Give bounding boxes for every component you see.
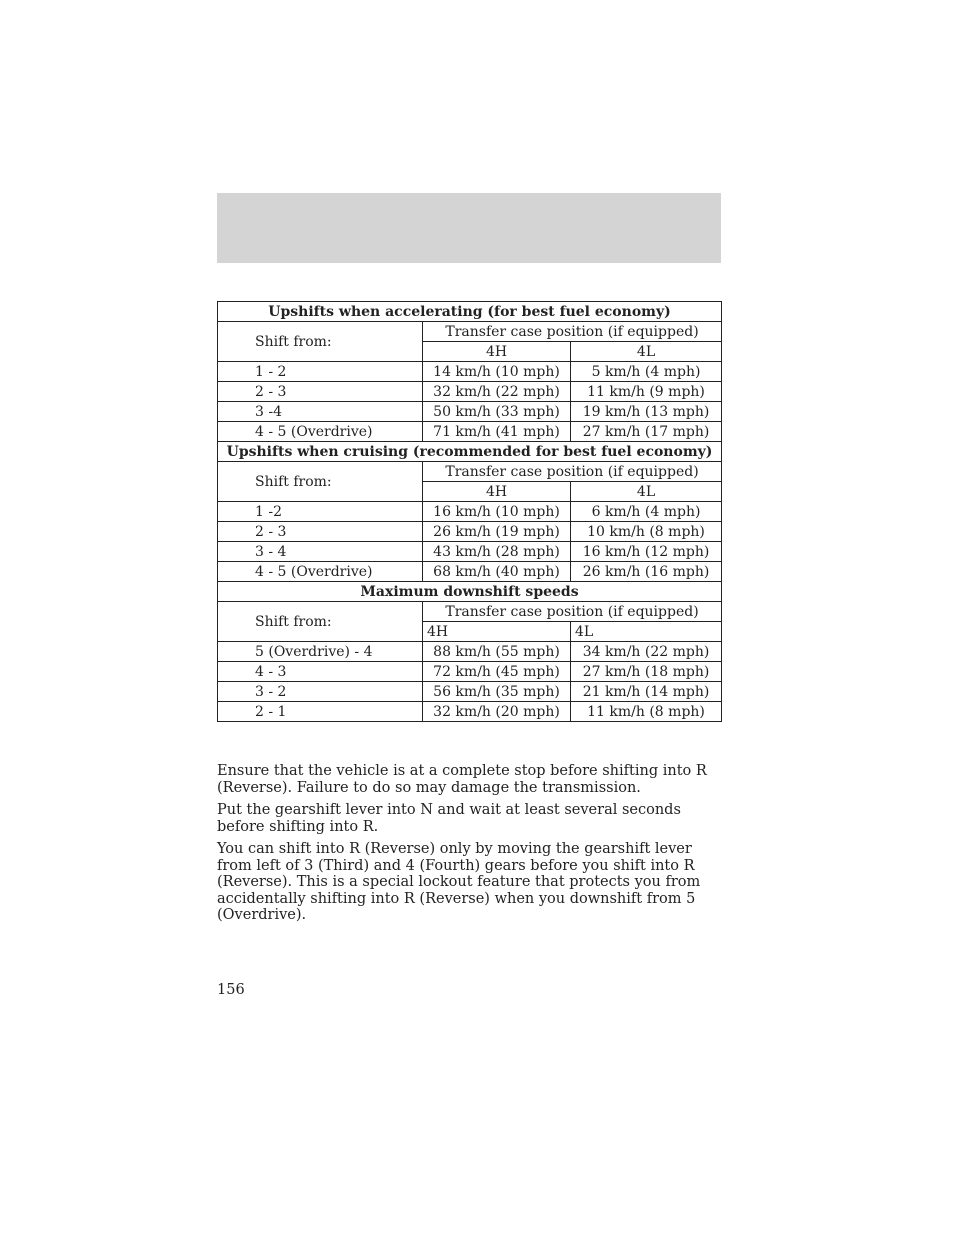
gear-cell: 2 - 1 xyxy=(218,702,423,722)
speed-4h-cell: 32 km/h (20 mph) xyxy=(423,702,571,722)
table-row xyxy=(218,402,722,422)
speed-4l-cell: 34 km/h (22 mph) xyxy=(571,642,722,662)
paragraph-lockout-feature: You can shift into R (Reverse) only by moving the gearshift lever from left of 3 (Third) and 4 (Fourth) gears before you shift into R (Reverse). This is a special lockout feature that protects you from accidentally shifting into R (Reverse) when you downshift from 5 (Overdrive). xyxy=(217,841,701,923)
shift-from-label: Shift from: xyxy=(218,462,423,502)
table-row xyxy=(218,562,722,582)
shift-speed-table xyxy=(217,301,722,722)
header-band xyxy=(217,193,721,263)
speed-4l-cell: 10 km/h (8 mph) xyxy=(571,522,722,542)
paragraph-reverse-stop: Ensure that the vehicle is at a complete stop before shifting into R (Reverse). Failure to do so may damage the transmission. xyxy=(217,763,707,796)
section-title: Maximum downshift speeds xyxy=(218,582,722,602)
speed-4l-cell: 11 km/h (9 mph) xyxy=(571,382,722,402)
gear-cell: 3 - 2 xyxy=(218,682,423,702)
speed-4h-cell: 32 km/h (22 mph) xyxy=(423,382,571,402)
speed-4h-cell: 88 km/h (55 mph) xyxy=(423,642,571,662)
gear-cell: 5 (Overdrive) - 4 xyxy=(218,642,423,662)
gear-cell: 4 - 5 (Overdrive) xyxy=(218,422,423,442)
shift-from-label: Shift from: xyxy=(218,602,423,642)
transfer-case-label: Transfer case position (if equipped) xyxy=(423,322,722,342)
speed-4h-cell: 16 km/h (10 mph) xyxy=(423,502,571,522)
speed-4l-cell: 6 km/h (4 mph) xyxy=(571,502,722,522)
table-row xyxy=(218,382,722,402)
transfer-case-label: Transfer case position (if equipped) xyxy=(423,602,722,622)
col-4h-header: 4H xyxy=(423,482,571,502)
table-row xyxy=(218,422,722,442)
col-4l-header: 4L xyxy=(571,342,722,362)
gear-cell: 4 - 3 xyxy=(218,662,423,682)
section-title-row xyxy=(218,302,722,322)
speed-4l-cell: 11 km/h (8 mph) xyxy=(571,702,722,722)
table-row xyxy=(218,542,722,562)
paragraph-neutral-wait: Put the gearshift lever into N and wait at least several seconds before shifting into R. xyxy=(217,802,681,835)
section-title-row xyxy=(218,442,722,462)
speed-4l-cell: 19 km/h (13 mph) xyxy=(571,402,722,422)
gear-cell: 2 - 3 xyxy=(218,522,423,542)
speed-4l-cell: 26 km/h (16 mph) xyxy=(571,562,722,582)
speed-4l-cell: 16 km/h (12 mph) xyxy=(571,542,722,562)
shift-from-label: Shift from: xyxy=(218,322,423,362)
col-4h-header: 4H xyxy=(423,342,571,362)
table-row xyxy=(218,682,722,702)
gear-cell: 1 - 2 xyxy=(218,362,423,382)
speed-4h-cell: 50 km/h (33 mph) xyxy=(423,402,571,422)
table-row xyxy=(218,502,722,522)
speed-4l-cell: 27 km/h (18 mph) xyxy=(571,662,722,682)
speed-4h-cell: 72 km/h (45 mph) xyxy=(423,662,571,682)
section-title: Upshifts when accelerating (for best fuel economy) xyxy=(218,302,722,322)
gear-cell: 4 - 5 (Overdrive) xyxy=(218,562,423,582)
col-4l-header: 4L xyxy=(571,622,722,642)
transfer-header-row xyxy=(218,602,722,622)
table-row xyxy=(218,362,722,382)
speed-4h-cell: 71 km/h (41 mph) xyxy=(423,422,571,442)
speed-4h-cell: 56 km/h (35 mph) xyxy=(423,682,571,702)
speed-4h-cell: 68 km/h (40 mph) xyxy=(423,562,571,582)
table-row xyxy=(218,642,722,662)
transfer-header-row xyxy=(218,322,722,342)
body-text xyxy=(217,763,727,930)
speed-4h-cell: 26 km/h (19 mph) xyxy=(423,522,571,542)
col-4h-header: 4H xyxy=(423,622,571,642)
page-number: 156 xyxy=(217,982,245,998)
gear-cell: 3 -4 xyxy=(218,402,423,422)
speed-4l-cell: 27 km/h (17 mph) xyxy=(571,422,722,442)
speed-4h-cell: 14 km/h (10 mph) xyxy=(423,362,571,382)
col-4l-header: 4L xyxy=(571,482,722,502)
speed-4h-cell: 43 km/h (28 mph) xyxy=(423,542,571,562)
gear-cell: 3 - 4 xyxy=(218,542,423,562)
table-row xyxy=(218,662,722,682)
gear-cell: 2 - 3 xyxy=(218,382,423,402)
speed-4l-cell: 21 km/h (14 mph) xyxy=(571,682,722,702)
transfer-header-row xyxy=(218,462,722,482)
transfer-case-label: Transfer case position (if equipped) xyxy=(423,462,722,482)
section-title: Upshifts when cruising (recommended for best fuel economy) xyxy=(218,442,722,462)
table-row xyxy=(218,702,722,722)
section-title-row xyxy=(218,582,722,602)
table-row xyxy=(218,522,722,542)
speed-4l-cell: 5 km/h (4 mph) xyxy=(571,362,722,382)
gear-cell: 1 -2 xyxy=(218,502,423,522)
